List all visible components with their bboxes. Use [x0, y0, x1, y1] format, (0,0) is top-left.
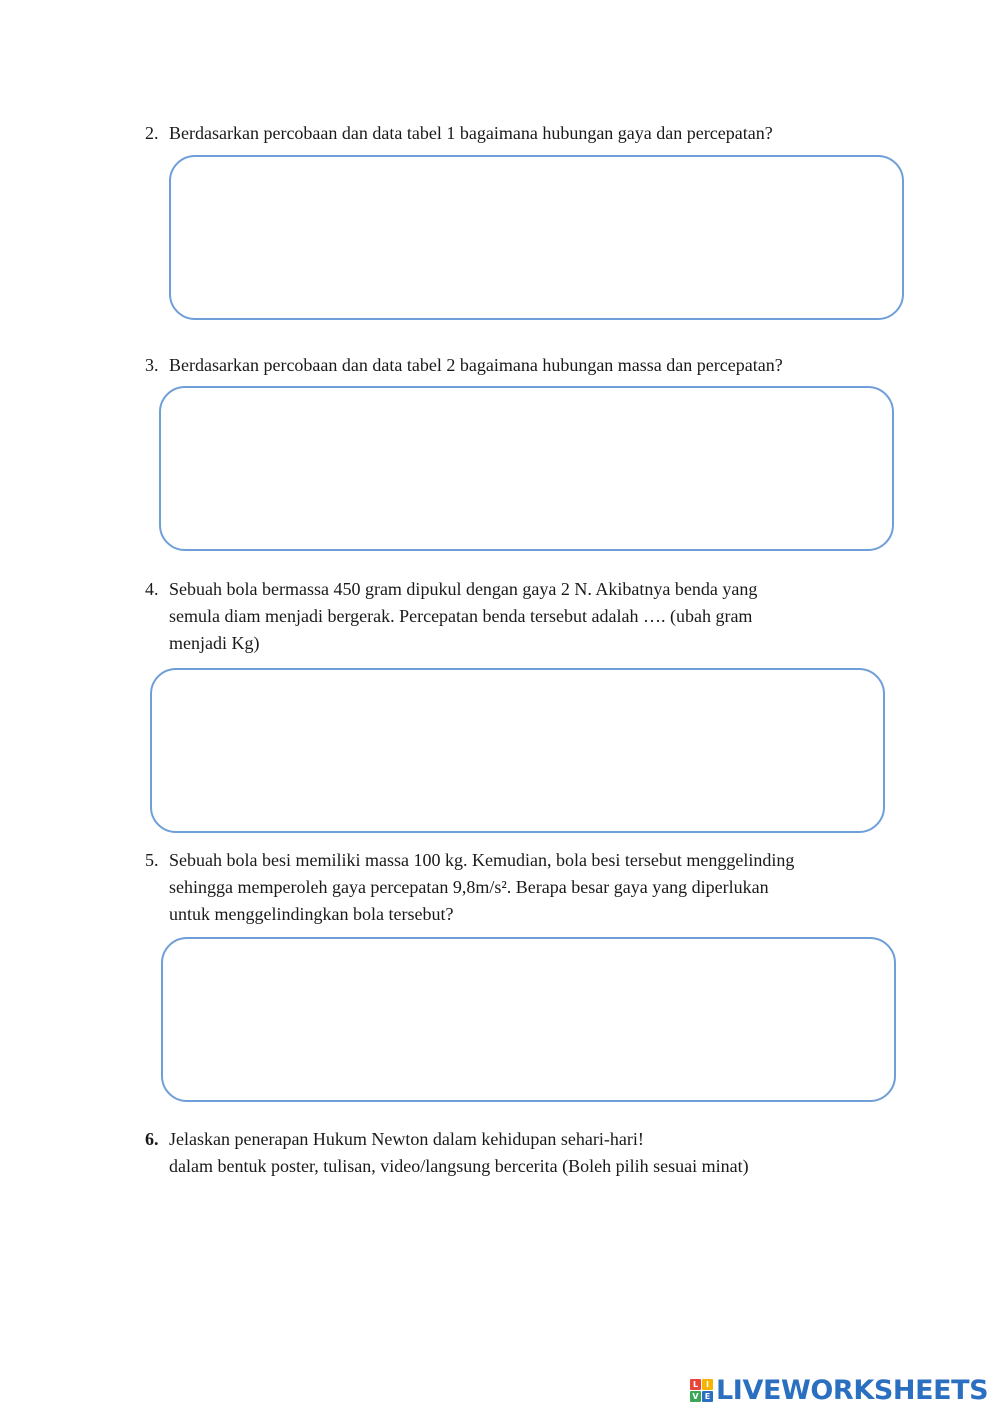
- question-number: 5.: [145, 850, 159, 870]
- logo-text: LIVEWORKSHEETS: [716, 1374, 989, 1406]
- logo-mark-icon: [690, 1379, 713, 1402]
- question-number: 3.: [145, 355, 159, 375]
- question-number: 4.: [145, 579, 159, 599]
- question-number: 6.: [145, 1129, 159, 1149]
- logo-mark-letter: L: [690, 1379, 701, 1390]
- question-5: [145, 847, 794, 928]
- question-4: [145, 576, 757, 657]
- logo-mark-letter: V: [690, 1391, 701, 1402]
- question-text: Berdasarkan percobaan dan data tabel 2 bagaimana hubungan massa dan percepatan?: [169, 355, 783, 375]
- answer-box-2[interactable]: [169, 155, 904, 320]
- answer-box-3[interactable]: [159, 386, 894, 551]
- question-text: Sebuah bola besi memiliki massa 100 kg. Kemudian, bola besi tersebut menggelinding sehingga memperoleh gaya percepatan 9,8m/s². Berapa besar gaya yang diperlukan untuk menggelindingkan bola tersebut?: [169, 850, 795, 924]
- answer-box-4[interactable]: [150, 668, 885, 833]
- answer-box-5[interactable]: [161, 937, 896, 1102]
- question-text: Jelaskan penerapan Hukum Newton dalam kehidupan sehari-hari! dalam bentuk poster, tulisan, video/langsung bercerita (Boleh pilih sesuai minat): [169, 1129, 749, 1176]
- liveworksheets-logo: [690, 1374, 988, 1406]
- question-6: [145, 1126, 749, 1180]
- question-text: Berdasarkan percobaan dan data tabel 1 bagaimana hubungan gaya dan percepatan?: [169, 123, 773, 143]
- question-2: [145, 120, 773, 147]
- question-text: Sebuah bola bermassa 450 gram dipukul dengan gaya 2 N. Akibatnya benda yang semula diam menjadi bergerak. Percepatan benda tersebut adalah …. (ubah gram menjadi Kg): [169, 579, 758, 653]
- question-3: [145, 352, 783, 379]
- logo-mark-letter: I: [702, 1379, 713, 1390]
- question-number: 2.: [145, 123, 159, 143]
- logo-mark-letter: E: [702, 1391, 713, 1402]
